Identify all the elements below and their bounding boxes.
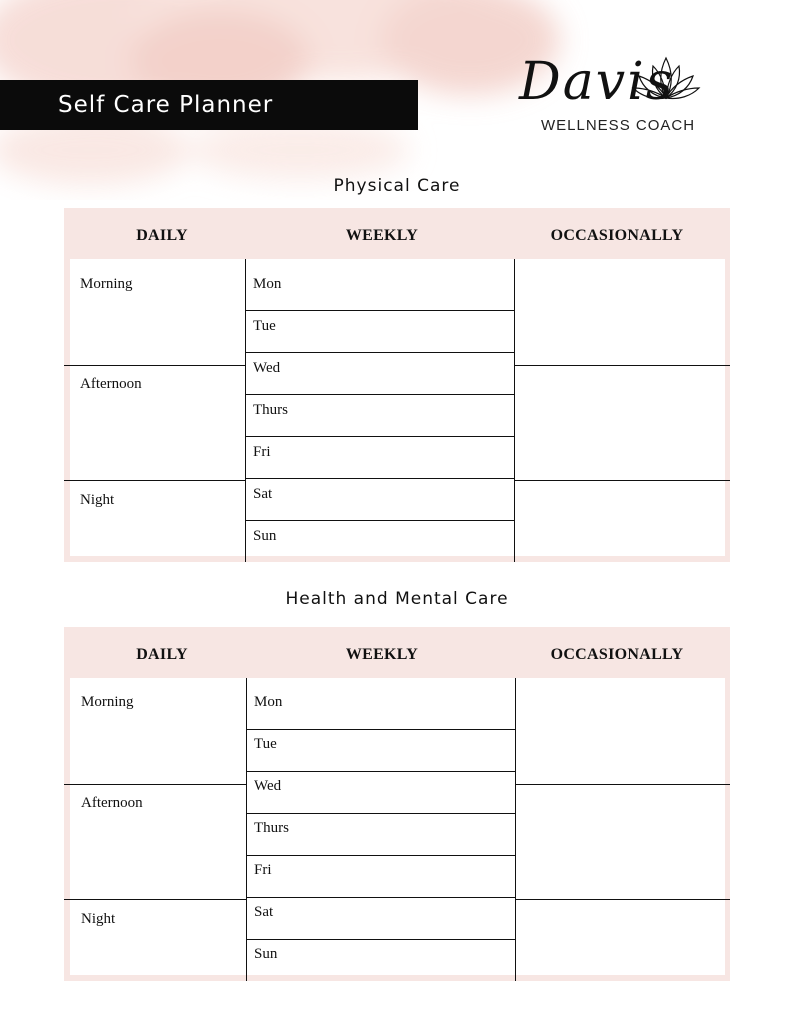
- daily-label-afternoon: Afternoon: [80, 376, 142, 392]
- logo-subtitle: WELLNESS COACH: [541, 117, 696, 134]
- divider: [246, 813, 516, 814]
- lotus-icon: [631, 54, 701, 102]
- table-header: [64, 208, 730, 258]
- weekly-label-sun: Sun: [254, 946, 278, 962]
- weekly-label-fri: Fri: [254, 862, 272, 878]
- table-body: [70, 678, 725, 975]
- divider: [514, 365, 730, 366]
- divider: [245, 352, 515, 353]
- column-header-daily: DAILY: [136, 646, 188, 663]
- divider: [64, 899, 247, 900]
- column-header-weekly: WEEKLY: [345, 646, 419, 663]
- weekly-label-thurs: Thurs: [254, 820, 289, 836]
- divider: [64, 784, 247, 785]
- divider: [245, 259, 246, 562]
- planner-table-health-mental-care: [64, 627, 730, 981]
- divider: [245, 520, 515, 521]
- column-header-weekly: WEEKLY: [345, 227, 419, 244]
- weekly-label-tue: Tue: [253, 318, 276, 334]
- divider: [515, 899, 730, 900]
- daily-label-afternoon: Afternoon: [81, 795, 143, 811]
- column-header-daily: DAILY: [136, 227, 188, 244]
- divider: [515, 784, 730, 785]
- weekly-label-tue: Tue: [254, 736, 277, 752]
- logo: [505, 48, 745, 140]
- planner-table-physical-care: [64, 208, 730, 562]
- table-header: [64, 627, 730, 677]
- section-title-physical-care: Physical Care: [333, 176, 461, 196]
- divider: [246, 939, 516, 940]
- weekly-label-mon: Mon: [253, 276, 282, 292]
- daily-label-night: Night: [81, 911, 116, 927]
- divider: [245, 478, 515, 479]
- daily-label-morning: Morning: [80, 276, 133, 292]
- divider: [246, 771, 516, 772]
- divider: [514, 480, 730, 481]
- table-body: [70, 259, 725, 556]
- divider: [245, 394, 515, 395]
- divider: [64, 365, 246, 366]
- divider: [246, 678, 247, 981]
- divider: [515, 678, 516, 981]
- weekly-label-sat: Sat: [254, 904, 274, 920]
- weekly-label-fri: Fri: [253, 444, 271, 460]
- weekly-label-thurs: Thurs: [253, 402, 288, 418]
- divider: [514, 259, 515, 562]
- column-header-occasionally: OCCASIONALLY: [550, 227, 684, 244]
- weekly-label-sat: Sat: [253, 486, 273, 502]
- section-title-health-mental-care: Health and Mental Care: [285, 589, 509, 609]
- weekly-label-wed: Wed: [254, 778, 282, 794]
- divider: [246, 897, 516, 898]
- divider: [64, 480, 246, 481]
- divider: [246, 729, 516, 730]
- daily-label-night: Night: [80, 492, 115, 508]
- daily-label-morning: Morning: [81, 694, 134, 710]
- logo-name: Davis: [519, 52, 675, 112]
- weekly-label-mon: Mon: [254, 694, 283, 710]
- weekly-label-sun: Sun: [253, 528, 277, 544]
- divider: [245, 310, 515, 311]
- divider: [245, 436, 515, 437]
- divider: [246, 855, 516, 856]
- page-title: Self Care Planner: [58, 92, 274, 118]
- column-header-occasionally: OCCASIONALLY: [550, 646, 684, 663]
- title-bar: [0, 80, 418, 130]
- weekly-label-wed: Wed: [253, 360, 281, 376]
